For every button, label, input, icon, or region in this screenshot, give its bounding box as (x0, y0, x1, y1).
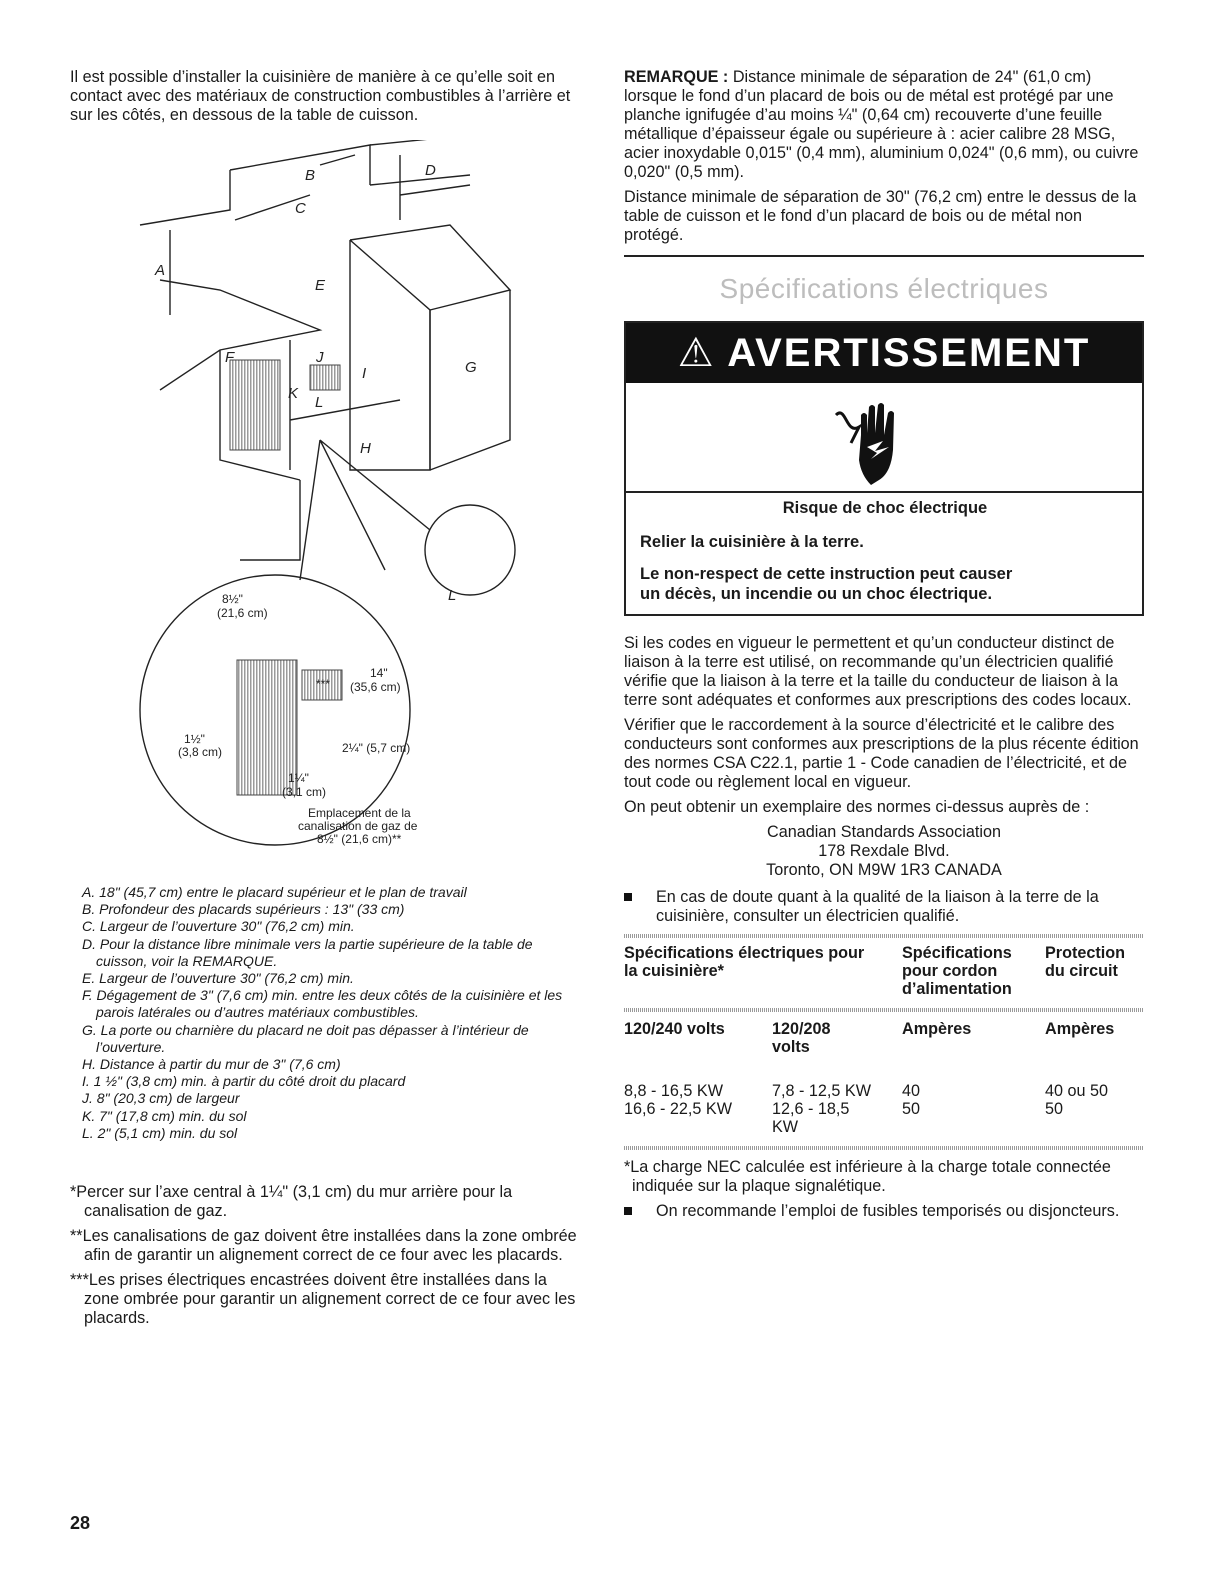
legend-item: L. 2" (5,1 cm) min. du sol (82, 1124, 238, 1141)
legend-item: C. Largeur de l’ouverture 30" (76,2 cm) min. (82, 918, 355, 935)
dim-8half-cm: (21,6 cm) (217, 606, 268, 620)
label-e: E (315, 277, 326, 294)
right-column (624, 68, 1144, 1221)
label-h: H (360, 440, 371, 457)
label-i: I (362, 365, 367, 382)
fuse-bullet: On recommande l’emploi de fusibles temporisés ou disjoncteurs. (624, 1202, 1144, 1221)
subheader-208: 120/208 volts (772, 1020, 831, 1056)
table-cell: 40 ou 50 (1045, 1082, 1109, 1100)
table-row (624, 1100, 1144, 1136)
footnotes-left (70, 1183, 585, 1334)
legend-item: A. 18" (45,7 cm) entre le placard supérieur et le plan de travail (82, 884, 467, 900)
legend-item: I. 1 ½" (3,8 cm) min. à partir du côté droit du placard (82, 1073, 406, 1090)
copy-paragraph: On peut obtenir un exemplaire des normes ci-dessus auprès de : (624, 798, 1090, 816)
warning-triangle-icon: ⚠ (677, 331, 716, 375)
installation-diagram (70, 140, 585, 880)
diagram-legend (82, 884, 582, 1142)
legend-item: G. La porte ou charnière du placard ne doit pas dépasser à l’intérieur de l’ouverture. (82, 1021, 529, 1055)
label-f: F (225, 349, 235, 366)
dim-2quarter: 2¼" (5,7 cm) (342, 741, 411, 755)
footnote: **Les canalisations de gaz doivent être installées dans la zone ombrée afin de garantir un alignement correct de ce four avec les placards. (70, 1227, 577, 1264)
warning-icon-area (626, 383, 1142, 493)
dim-1half: 1½" (184, 732, 205, 746)
table-cell: 8,8 - 16,5 KW (624, 1082, 723, 1100)
address-line: Canadian Standards Association (767, 823, 1001, 841)
gas-zone-label-3: 8½" (21,6 cm)** (317, 832, 402, 846)
stars-mark: *** (316, 677, 331, 691)
address-line: Toronto, ON M9W 1R3 CANADA (766, 861, 1002, 879)
table-header-row (624, 944, 1144, 998)
warning-body (626, 493, 1142, 614)
gas-zone-label-1: Emplacement de la (308, 806, 411, 820)
legend-item: H. Distance à partir du mur de 3" (7,6 cm) (82, 1056, 341, 1073)
section-rule (624, 255, 1144, 257)
label-l-detail: L (448, 587, 457, 604)
distance-paragraph: Distance minimale de séparation de 30" (76,2 cm) entre le dessus de la table de cuisson et le fond d’un placard de bois ou de métal non protégé. (624, 188, 1137, 244)
table-cell: 50 (1045, 1100, 1064, 1118)
label-a: A (155, 262, 166, 279)
warning-header-text: AVERTISSEMENT (727, 331, 1091, 375)
label-d: D (425, 162, 436, 179)
dim-8half: 8½" (222, 592, 243, 606)
table-rule-top (624, 934, 1144, 938)
table-row (624, 1082, 1144, 1100)
intro-paragraph: Il est possible d’installer la cuisinière de manière à ce qu’elle soit en contact avec des matériaux de construction combustibles à l’arrière et sur les côtés, en dessous de la table de cuisson. (70, 68, 571, 124)
gas-zone-upper (230, 360, 280, 450)
header-range-spec: Spécifications électriques pour la cuisinière* (624, 944, 865, 980)
page-number: 28 (70, 1513, 91, 1533)
warning-line-1: Relier la cuisinière à la terre. (640, 533, 864, 551)
legend-item: B. Profondeur des placards supérieurs : 13" (33 cm) (82, 901, 405, 918)
footnote: ***Les prises électriques encastrées doivent être installées dans la zone ombrée pour garantir un alignement correct de ce four avec les placards. (70, 1271, 576, 1327)
legend-item: D. Pour la distance libre minimale vers la partie supérieure de la table de cuisson, voir la REMARQUE. (82, 935, 533, 969)
doubt-bullet: En cas de doute quant à la qualité de la liaison à la terre de la cuisinière, consulter un électricien qualifié. (624, 888, 1144, 926)
nec-footnote: *La charge NEC calculée est inférieure à la charge totale connectée indiquée sur la plaque signalétique. (624, 1158, 1111, 1195)
outlet-zone-upper (310, 365, 340, 390)
legend-item: F. Dégagement de 3" (7,6 cm) min. entre les deux côtés de la cuisinière et les parois latérales ou d’autres matériaux combustibles. (82, 987, 563, 1021)
table-cell: 7,8 - 12,5 KW (772, 1082, 871, 1100)
spec-table (624, 944, 1144, 1136)
dim-1half-cm: (3,8 cm) (178, 745, 223, 759)
label-k: K (288, 385, 299, 402)
small-detail-circle (425, 505, 515, 595)
table-cell: 50 (902, 1100, 921, 1118)
legend-item: J. 8" (20,3 cm) de largeur (82, 1090, 240, 1107)
warning-title: Risque de choc électrique (782, 499, 988, 517)
grounding-paragraph: Si les codes en vigueur le permettent et qu’un conducteur distinct de liaison à la terre est utilisé, on recommande qu’un électricien qualifié vérifie que la liaison à la terre et la taille du conducteur de liaison à la terre sont adéquates et conformes aux prescriptions des codes locaux. (624, 634, 1132, 709)
label-c: C (295, 200, 306, 217)
section-title: Spécifications électriques (719, 273, 1049, 304)
label-j: J (316, 349, 324, 366)
warning-line-2: Le non-respect de cette instruction peut causer (640, 565, 1013, 583)
warning-header (626, 323, 1142, 383)
remarque-paragraph (624, 68, 1144, 182)
dim-14: 14" (370, 666, 388, 680)
header-circuit: Protection du circuit (1045, 944, 1126, 980)
remarque-label: REMARQUE : (624, 68, 729, 86)
cabinet-diagram-svg (70, 140, 585, 880)
label-l: L (315, 394, 324, 411)
subheader-240: 120/240 volts (624, 1020, 725, 1038)
intro-column (70, 68, 585, 125)
table-cell: 40 (902, 1082, 921, 1100)
header-cord-spec: Spécifications pour cordon d’alimentation (902, 944, 1012, 998)
code-paragraph: Vérifier que le raccordement à la source d’électricité et le calibre des conducteurs sont conformes aux prescriptions de la plus récente édition des normes CSA C22.1, partie 1 - Code canadien de l’électricité, et de tout code ou règlement local en vigueur. (624, 716, 1139, 791)
dim-14-cm: (35,6 cm) (350, 680, 401, 694)
address-line: 178 Rexdale Blvd. (818, 842, 950, 860)
table-subheader-row (624, 1020, 1144, 1056)
label-b: B (305, 167, 316, 184)
remarque-text: Distance minimale de séparation de 24" (61,0 cm) lorsque le fond d’un placard de bois ou de métal est protégé par une planche ignifugée d’au moins ¼" (0,64 cm) recouverte d’une feuille métallique d’épaisseur égale ou supérieure à : acier calibre 28 MSG, acier inoxydable 0,015" (0,4 mm), aluminium 0,024" (0,6 mm), ou cuivre 0,020" (0,5 mm). (624, 68, 1139, 181)
label-g: G (465, 359, 477, 376)
warning-box (624, 321, 1144, 616)
legend-item: K. 7" (17,8 cm) min. du sol (82, 1107, 247, 1124)
warning-line-3: un décès, un incendie ou un choc électrique. (640, 585, 993, 603)
subheader-amps-1: Ampères (902, 1020, 972, 1038)
dim-1quarter: 1¼" (288, 771, 309, 785)
table-rule-mid (624, 1008, 1144, 1012)
table-cell: 16,6 - 22,5 KW (624, 1100, 732, 1118)
table-cell: 12,6 - 18,5 KW (772, 1100, 850, 1136)
dim-1quarter-cm: (3,1 cm) (282, 785, 327, 799)
footnote: *Percer sur l’axe central à 1¼" (3,1 cm) du mur arrière pour la canalisation de gaz. (70, 1183, 513, 1220)
gas-zone-label-2: canalisation de gaz de (298, 819, 418, 833)
address-block (624, 823, 1144, 880)
table-rule-bottom (624, 1146, 1144, 1150)
subheader-amps-2: Ampères (1045, 1020, 1115, 1038)
legend-item: E. Largeur de l’ouverture 30" (76,2 cm) min. (82, 970, 354, 987)
electric-shock-hand-icon (831, 395, 926, 487)
